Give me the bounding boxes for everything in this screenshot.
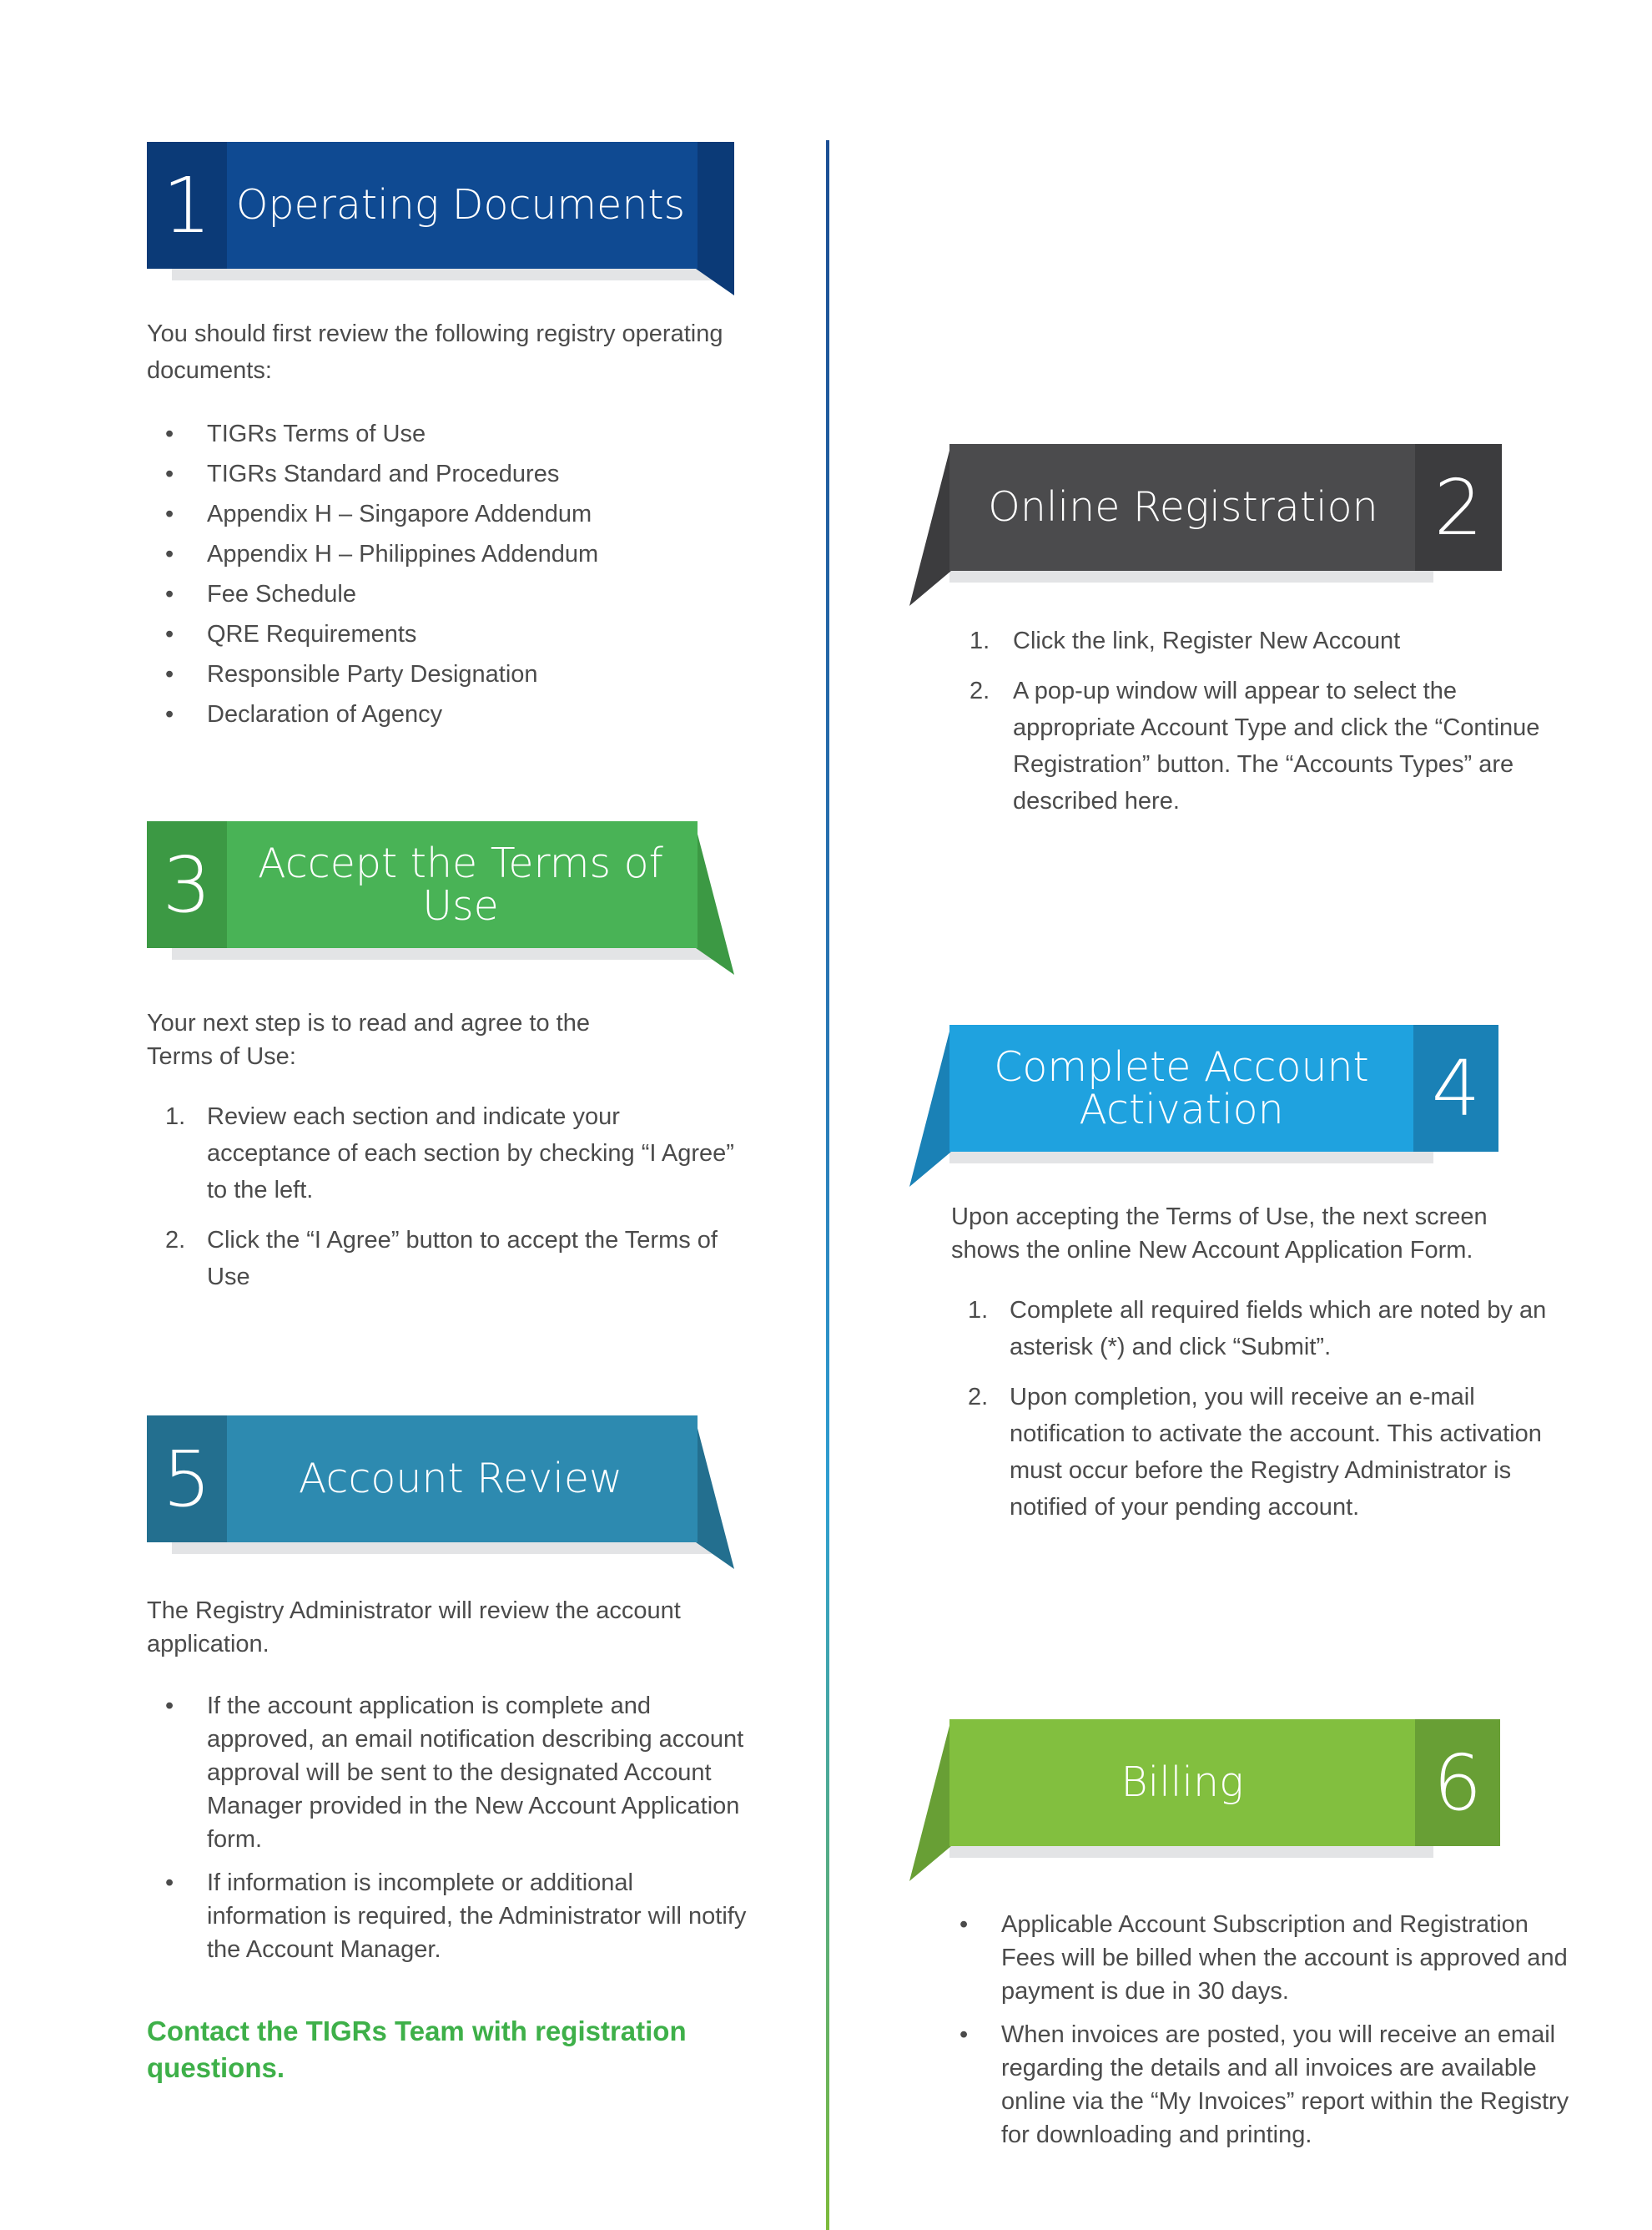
account-review-list [147, 1689, 748, 1966]
complete-activation-steps [951, 1292, 1560, 1526]
list-item: • If the account application is complete and approved, an email notification describing account approval will be sent to the designated Account Manager provided in the New Account Application form. [165, 1693, 744, 1853]
step-number-1: 1 [147, 142, 227, 269]
step-number-6: 6 [1415, 1719, 1500, 1846]
banner-account-review [147, 1415, 734, 1571]
list-item: • Declaration of Agency [165, 701, 443, 728]
list-item: • Fee Schedule [165, 581, 356, 608]
list-item: • If information is incomplete or additional information is required, the Administrator will notify the Account Manager. [165, 1869, 747, 1963]
step-number-4: 4 [1413, 1025, 1498, 1152]
online-registration-steps [954, 623, 1572, 820]
step-number-2: 2 [1415, 444, 1502, 571]
list-item: 1. Complete all required fields which are noted by an asterisk (*) and click “Submit”. [968, 1297, 1547, 1360]
list-item: 2. Upon completion, you will receive an e-mail notification to activate the account. This activation must occur before the Registry Administrator is notified of your pending account. [968, 1384, 1542, 1521]
section-title-billing: Billing [1121, 1758, 1244, 1807]
list-item: 1. Review each section and indicate your acceptance of each section by checking “I Agree” to the left. [165, 1103, 734, 1203]
section-title-online-registration: Online Registration [988, 483, 1378, 532]
list-item: • When invoices are posted, you will receive an email regarding the details and all invoices are available online via the “My Invoices” report within the Registry for downloading and printing. [959, 2021, 1569, 2148]
list-item: • TIGRs Terms of Use [165, 421, 426, 447]
banner-complete-activation [909, 1025, 1498, 1188]
vertical-divider [826, 140, 829, 2230]
list-item: • TIGRs Standard and Procedures [165, 461, 560, 487]
section-title-operating-documents: Operating Documents [235, 181, 686, 230]
list-item: • Appendix H – Philippines Addendum [165, 541, 599, 568]
list-item: • Applicable Account Subscription and Registration Fees will be billed when the account is approved and payment is due in 30 days. [959, 1911, 1568, 2005]
banner-accept-terms [147, 821, 734, 976]
billing-list [936, 1908, 1587, 2152]
section5-intro: The Registry Administrator will review the account application. [147, 1597, 681, 1657]
list-item: 1. Click the link, Register New Account [970, 628, 1401, 654]
section-title-accept-terms: Accept the Terms of Use [258, 839, 663, 930]
list-item: • QRE Requirements [165, 621, 417, 648]
step-number-5: 5 [147, 1415, 227, 1542]
section-title-complete-activation: Complete Account Activation [994, 1042, 1369, 1133]
section-title-account-review: Account Review [298, 1455, 623, 1503]
step-number-3: 3 [147, 821, 227, 948]
list-item: 2. A pop-up window will appear to select the appropriate Account Type and click the “Continue Registration” button. The “Accounts Types” are described here. [970, 678, 1540, 815]
list-item: 2. Click the “I Agree” button to accept the Terms of Use [165, 1227, 718, 1290]
section4-intro: Upon accepting the Terms of Use, the next screen shows the online New Account Application Form. [951, 1203, 1488, 1264]
contact-tigrs-team-text: Contact the TIGRs Team with registration questions. [147, 2016, 687, 2083]
banner-online-registration [909, 444, 1502, 608]
banner-operating-documents [147, 142, 734, 297]
section1-intro: You should first review the following registry operating documents: [147, 320, 723, 384]
banner-billing [909, 1719, 1500, 1883]
list-item: • Responsible Party Designation [165, 661, 538, 688]
section3-intro: Your next step is to read and agree to the Terms of Use: [147, 1010, 590, 1070]
operating-documents-list [147, 414, 748, 734]
list-item: • Appendix H – Singapore Addendum [165, 501, 592, 527]
accept-terms-steps [147, 1098, 748, 1295]
